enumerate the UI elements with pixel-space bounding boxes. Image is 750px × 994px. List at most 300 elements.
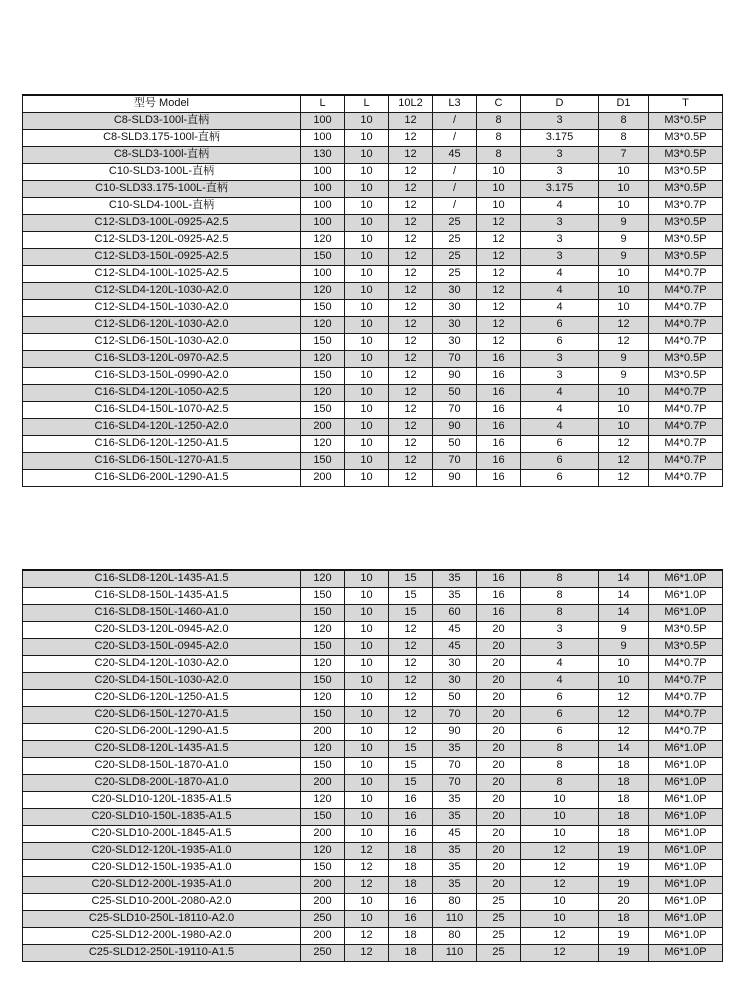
cell-d1: 10 [599,384,649,401]
cell-t: M3*0.5P [649,621,723,638]
cell-d: 4 [521,197,599,214]
cell-model: C10-SLD3-100L-直柄 [23,163,301,180]
cell-10l2: 12 [389,180,433,197]
cell-c: 20 [477,706,521,723]
cell-d: 6 [521,316,599,333]
cell-l: 10 [345,367,389,384]
cell-l: 150 [301,333,345,350]
cell-l3: 70 [433,350,477,367]
table-row [23,248,723,265]
cell-10l2: 12 [389,197,433,214]
cell-d: 8 [521,740,599,757]
cell-d1: 10 [599,197,649,214]
cell-t: M6*1.0P [649,893,723,910]
cell-l3: 90 [433,723,477,740]
cell-model: C16-SLD8-120L-1435-A1.5 [23,570,301,587]
cell-c: 12 [477,231,521,248]
table-row [23,180,723,197]
cell-l: 10 [345,231,389,248]
table-row [23,944,723,961]
cell-l: 200 [301,418,345,435]
table-row [23,910,723,927]
cell-d1: 10 [599,282,649,299]
cell-l: 200 [301,876,345,893]
cell-model: C16-SLD6-150L-1270-A1.5 [23,452,301,469]
cell-d1: 10 [599,655,649,672]
cell-l: 10 [345,401,389,418]
cell-d: 4 [521,265,599,282]
cell-model: C16-SLD3-120L-0970-A2.5 [23,350,301,367]
cell-t: M3*0.5P [649,638,723,655]
cell-d1: 7 [599,146,649,163]
cell-10l2: 12 [389,350,433,367]
cell-t: M4*0.7P [649,689,723,706]
cell-d: 4 [521,282,599,299]
cell-l3: / [433,129,477,146]
cell-c: 20 [477,621,521,638]
cell-l: 10 [345,316,389,333]
header-l: L [345,95,389,112]
cell-model: C16-SLD6-200L-1290-A1.5 [23,469,301,486]
cell-10l2: 12 [389,672,433,689]
cell-l: 10 [345,706,389,723]
cell-l: 10 [345,689,389,706]
cell-d1: 19 [599,876,649,893]
table-row [23,333,723,350]
cell-t: M4*0.7P [649,435,723,452]
cell-l3: 90 [433,469,477,486]
cell-d: 3 [521,112,599,129]
table-row [23,469,723,486]
cell-l: 100 [301,112,345,129]
cell-l: 10 [345,655,389,672]
cell-t: M4*0.7P [649,299,723,316]
cell-l3: 50 [433,435,477,452]
cell-t: M4*0.7P [649,265,723,282]
cell-10l2: 12 [389,146,433,163]
cell-10l2: 12 [389,469,433,486]
cell-d1: 12 [599,316,649,333]
cell-c: 12 [477,248,521,265]
cell-d1: 10 [599,265,649,282]
table-row [23,689,723,706]
cell-l: 100 [301,214,345,231]
cell-l3: 70 [433,401,477,418]
cell-10l2: 12 [389,621,433,638]
cell-t: M6*1.0P [649,944,723,961]
header-c: C [477,95,521,112]
cell-10l2: 12 [389,163,433,180]
cell-c: 8 [477,146,521,163]
cell-l: 200 [301,927,345,944]
table-row [23,367,723,384]
cell-d1: 12 [599,689,649,706]
cell-t: M6*1.0P [649,757,723,774]
cell-c: 16 [477,401,521,418]
cell-d1: 10 [599,180,649,197]
cell-l3: 45 [433,638,477,655]
cell-l: 12 [345,927,389,944]
table-row [23,876,723,893]
cell-d: 10 [521,808,599,825]
cell-model: C25-SLD10-250L-18110-A2.0 [23,910,301,927]
cell-l: 10 [345,384,389,401]
cell-c: 20 [477,859,521,876]
cell-d1: 9 [599,231,649,248]
table-header-row [23,95,723,112]
cell-d1: 18 [599,910,649,927]
cell-l: 10 [345,452,389,469]
table-row [23,621,723,638]
cell-l3: 35 [433,587,477,604]
table-row [23,604,723,621]
cell-c: 16 [477,469,521,486]
cell-d1: 12 [599,333,649,350]
cell-d: 10 [521,910,599,927]
cell-10l2: 15 [389,774,433,791]
cell-c: 16 [477,587,521,604]
table-row [23,299,723,316]
cell-l3: 30 [433,672,477,689]
cell-t: M4*0.7P [649,723,723,740]
cell-l: 250 [301,944,345,961]
cell-l3: 70 [433,774,477,791]
cell-l3: 80 [433,893,477,910]
cell-d1: 10 [599,401,649,418]
cell-c: 10 [477,163,521,180]
cell-t: M4*0.7P [649,469,723,486]
cell-d: 4 [521,299,599,316]
cell-c: 8 [477,112,521,129]
cell-10l2: 16 [389,910,433,927]
cell-d1: 18 [599,774,649,791]
cell-d1: 8 [599,112,649,129]
cell-c: 10 [477,180,521,197]
cell-10l2: 15 [389,587,433,604]
cell-model: C20-SLD10-150L-1835-A1.5 [23,808,301,825]
cell-model: C20-SLD6-200L-1290-A1.5 [23,723,301,740]
cell-d: 6 [521,333,599,350]
cell-l: 200 [301,723,345,740]
cell-d: 4 [521,401,599,418]
cell-l: 120 [301,621,345,638]
cell-d1: 12 [599,435,649,452]
cell-10l2: 16 [389,808,433,825]
cell-l3: 70 [433,706,477,723]
cell-10l2: 12 [389,367,433,384]
cell-d: 3 [521,621,599,638]
cell-t: M4*0.7P [649,452,723,469]
cell-l: 10 [345,791,389,808]
cell-10l2: 15 [389,740,433,757]
cell-d: 4 [521,384,599,401]
cell-l3: 30 [433,282,477,299]
cell-l: 10 [345,910,389,927]
cell-10l2: 12 [389,265,433,282]
table-row [23,859,723,876]
table-body-2 [23,570,723,961]
cell-model: C12-SLD4-100L-1025-A2.5 [23,265,301,282]
cell-d1: 19 [599,927,649,944]
cell-l3: 25 [433,265,477,282]
cell-c: 10 [477,197,521,214]
cell-c: 12 [477,299,521,316]
cell-c: 16 [477,570,521,587]
cell-d1: 10 [599,163,649,180]
cell-l: 200 [301,893,345,910]
cell-t: M6*1.0P [649,876,723,893]
cell-t: M3*0.5P [649,180,723,197]
cell-l: 10 [345,621,389,638]
cell-d1: 12 [599,723,649,740]
cell-l3: / [433,163,477,180]
cell-model: C25-SLD10-200L-2080-A2.0 [23,893,301,910]
cell-d: 3 [521,367,599,384]
cell-l: 150 [301,587,345,604]
table-row [23,435,723,452]
cell-l: 10 [345,638,389,655]
cell-model: C16-SLD3-150L-0990-A2.0 [23,367,301,384]
cell-10l2: 12 [389,112,433,129]
cell-c: 20 [477,638,521,655]
cell-d: 3 [521,350,599,367]
cell-d1: 18 [599,757,649,774]
cell-t: M6*1.0P [649,842,723,859]
spec-table-1 [22,94,723,487]
cell-d: 8 [521,604,599,621]
table-row [23,316,723,333]
cell-model: C20-SLD6-120L-1250-A1.5 [23,689,301,706]
cell-l: 100 [301,129,345,146]
cell-10l2: 18 [389,927,433,944]
cell-l: 10 [345,197,389,214]
cell-model: C20-SLD3-150L-0945-A2.0 [23,638,301,655]
table-row [23,384,723,401]
cell-c: 20 [477,655,521,672]
cell-l: 250 [301,910,345,927]
cell-l: 10 [345,333,389,350]
cell-10l2: 12 [389,435,433,452]
cell-model: C12-SLD6-150L-1030-A2.0 [23,333,301,350]
cell-d: 8 [521,570,599,587]
cell-10l2: 12 [389,231,433,248]
table-row [23,723,723,740]
cell-10l2: 18 [389,842,433,859]
cell-d: 4 [521,672,599,689]
cell-l3: 30 [433,655,477,672]
cell-d: 6 [521,689,599,706]
cell-l: 10 [345,808,389,825]
cell-l: 120 [301,655,345,672]
cell-l: 10 [345,604,389,621]
cell-l: 200 [301,825,345,842]
cell-d1: 10 [599,418,649,435]
cell-l: 150 [301,638,345,655]
cell-l: 150 [301,248,345,265]
cell-l3: 35 [433,570,477,587]
table-row [23,757,723,774]
cell-model: C20-SLD3-120L-0945-A2.0 [23,621,301,638]
cell-l: 150 [301,757,345,774]
cell-l: 10 [345,350,389,367]
cell-10l2: 12 [389,706,433,723]
cell-l3: 45 [433,146,477,163]
cell-l: 150 [301,672,345,689]
cell-model: C12-SLD6-120L-1030-A2.0 [23,316,301,333]
cell-l3: 80 [433,927,477,944]
cell-d: 8 [521,774,599,791]
cell-l: 150 [301,859,345,876]
cell-t: M3*0.5P [649,214,723,231]
cell-l3: 35 [433,876,477,893]
cell-10l2: 16 [389,791,433,808]
cell-l3: 30 [433,333,477,350]
cell-l: 10 [345,112,389,129]
cell-c: 20 [477,740,521,757]
cell-d1: 9 [599,214,649,231]
cell-l: 10 [345,587,389,604]
cell-10l2: 12 [389,282,433,299]
cell-10l2: 12 [389,214,433,231]
cell-l: 120 [301,282,345,299]
table-row [23,452,723,469]
cell-l: 100 [301,197,345,214]
cell-model: C8-SLD3.175-100l-直柄 [23,129,301,146]
cell-c: 20 [477,689,521,706]
cell-c: 8 [477,129,521,146]
cell-10l2: 15 [389,604,433,621]
cell-d1: 18 [599,791,649,808]
cell-l: 10 [345,774,389,791]
cell-l3: / [433,180,477,197]
table-row [23,825,723,842]
table-row [23,214,723,231]
cell-c: 25 [477,893,521,910]
cell-l3: 60 [433,604,477,621]
cell-10l2: 12 [389,638,433,655]
cell-t: M6*1.0P [649,825,723,842]
cell-model: C10-SLD4-100L-直柄 [23,197,301,214]
cell-l3: 30 [433,316,477,333]
cell-t: M4*0.7P [649,655,723,672]
cell-d: 4 [521,655,599,672]
cell-l: 200 [301,774,345,791]
cell-d1: 18 [599,808,649,825]
cell-c: 12 [477,282,521,299]
cell-model: C12-SLD3-100L-0925-A2.5 [23,214,301,231]
table-row [23,197,723,214]
cell-l3: 50 [433,689,477,706]
cell-10l2: 18 [389,876,433,893]
cell-d1: 12 [599,469,649,486]
cell-model: C20-SLD8-150L-1870-A1.0 [23,757,301,774]
cell-10l2: 15 [389,570,433,587]
cell-l: 150 [301,604,345,621]
cell-10l2: 16 [389,825,433,842]
cell-c: 25 [477,910,521,927]
cell-t: M4*0.7P [649,333,723,350]
cell-l: 10 [345,757,389,774]
cell-d: 10 [521,825,599,842]
table-row [23,112,723,129]
cell-l3: / [433,112,477,129]
cell-d: 3 [521,214,599,231]
cell-l: 120 [301,316,345,333]
cell-model: C20-SLD4-120L-1030-A2.0 [23,655,301,672]
cell-l3: 25 [433,231,477,248]
cell-10l2: 12 [389,299,433,316]
cell-t: M4*0.7P [649,282,723,299]
cell-c: 12 [477,265,521,282]
cell-d1: 14 [599,587,649,604]
cell-d: 6 [521,435,599,452]
cell-d1: 9 [599,621,649,638]
cell-l3: 35 [433,808,477,825]
cell-d: 12 [521,927,599,944]
cell-model: C16-SLD8-150L-1435-A1.5 [23,587,301,604]
cell-model: C25-SLD12-250L-19110-A1.5 [23,944,301,961]
cell-d: 3.175 [521,129,599,146]
cell-10l2: 12 [389,129,433,146]
table-row [23,129,723,146]
cell-d: 12 [521,859,599,876]
table-body-1 [23,112,723,486]
cell-l: 100 [301,180,345,197]
cell-d1: 14 [599,740,649,757]
cell-t: M6*1.0P [649,604,723,621]
cell-10l2: 12 [389,655,433,672]
table-row [23,231,723,248]
cell-model: C12-SLD3-120L-0925-A2.5 [23,231,301,248]
cell-t: M6*1.0P [649,774,723,791]
cell-model: C20-SLD10-120L-1835-A1.5 [23,791,301,808]
cell-l: 10 [345,418,389,435]
cell-d1: 12 [599,706,649,723]
table-row [23,893,723,910]
header-l3: L3 [433,95,477,112]
cell-l: 10 [345,248,389,265]
cell-d1: 14 [599,570,649,587]
cell-10l2: 12 [389,689,433,706]
cell-l: 10 [345,825,389,842]
table-row [23,791,723,808]
cell-l: 10 [345,163,389,180]
cell-l: 150 [301,808,345,825]
cell-t: M3*0.5P [649,112,723,129]
cell-model: C25-SLD12-200L-1980-A2.0 [23,927,301,944]
cell-c: 20 [477,723,521,740]
cell-t: M6*1.0P [649,570,723,587]
cell-t: M6*1.0P [649,859,723,876]
cell-l: 12 [345,944,389,961]
cell-l: 12 [345,859,389,876]
cell-c: 20 [477,757,521,774]
cell-t: M6*1.0P [649,587,723,604]
table-row [23,927,723,944]
cell-d1: 19 [599,842,649,859]
cell-t: M4*0.7P [649,672,723,689]
cell-d: 3.175 [521,180,599,197]
cell-d1: 20 [599,893,649,910]
cell-t: M6*1.0P [649,910,723,927]
cell-d1: 9 [599,350,649,367]
cell-10l2: 18 [389,859,433,876]
cell-10l2: 12 [389,333,433,350]
cell-l3: 45 [433,621,477,638]
cell-10l2: 16 [389,893,433,910]
table-row [23,163,723,180]
table-row [23,842,723,859]
